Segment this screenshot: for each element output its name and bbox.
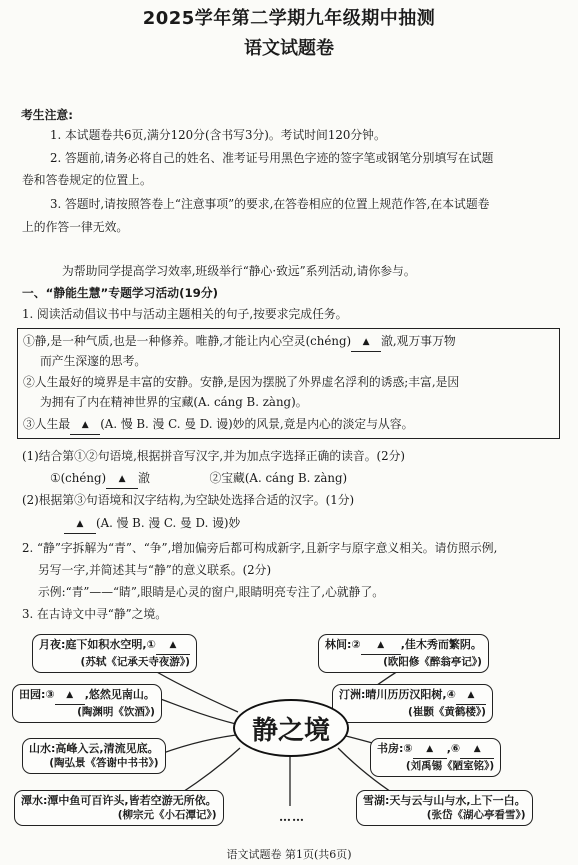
card-mid: ,⑥ [446, 742, 461, 755]
mindmap-card-pool [14, 790, 224, 826]
subquestion-1: (1)结合第①②句语境,根据拼音写汉字,并为加点字选择正确的读音。(2分) [22, 449, 406, 463]
card-label: 月夜: [39, 638, 66, 651]
sub1-pinyin-label: ①(chéng) [50, 471, 107, 485]
notice-item-3b: 上的作答一律无效。 [22, 220, 129, 234]
card-blank [413, 741, 447, 759]
mindmap-card-landscape [22, 738, 166, 774]
card-blank [460, 741, 494, 759]
notice-item-3a: 3. 答题时,请按照答卷上“注意事项”的要求,在答卷相应的位置上规范作答,在本试题卷 [50, 197, 490, 211]
card-text: ③ [45, 688, 55, 701]
card-source: (崔颢《黄鹤楼》) [408, 706, 486, 718]
exam-subtitle: 语文试题卷 [244, 38, 334, 59]
blank-marker-icon: ▲ [81, 420, 89, 430]
card-tail: ,悠然见南山。 [84, 688, 155, 701]
subquestion-2: (2)根据第③句语境和汉字结构,为空缺处选择合适的汉字。(1分) [22, 493, 355, 507]
mindmap-card-snow-lake [356, 790, 533, 826]
sub1-char: 澈 [138, 471, 150, 485]
mindmap-card-study [370, 738, 501, 777]
card-label: 潭水: [21, 794, 48, 807]
card-label: 林间: [325, 638, 352, 651]
card-blank [361, 637, 401, 655]
question-1: 1. 阅读活动倡议书中与活动主题相关的句子,按要求完成任务。 [22, 307, 348, 321]
blank-marker-icon: ▲ [169, 640, 177, 650]
blank-marker-icon: ▲ [362, 337, 370, 347]
blank-marker-icon: ▲ [473, 744, 481, 754]
notice-item-2a: 2. 答题前,请务必将自己的姓名、准考证号用黑色字迹的签字笔或钢笔分别填写在试题 [50, 151, 494, 165]
question-2-line-1: 2. “静”字拆解为“青”、“争”,增加偏旁后都可构成新字,且新字与原字意义相关。请仿照示例, [22, 541, 498, 555]
card-text: ⑤ [403, 742, 413, 755]
mindmap-card-moon-night [32, 634, 197, 673]
card-blank [55, 687, 85, 705]
card-text: 晴川历历汉阳树,④ [365, 688, 456, 701]
card-label: 汀洲: [339, 688, 366, 701]
blank-marker-icon: ▲ [426, 744, 434, 754]
activity-intro: 为帮助同学提高学习效率,班级举行“静心·致远”系列活动,请你参与。 [62, 264, 416, 278]
question-2-line-2: 另写一字,并简述其与“静”的意义联系。(2分) [38, 563, 272, 577]
card-label: 雪湖: [363, 794, 390, 807]
mindmap-center: 静之境 [233, 699, 349, 757]
card-source: (刘禹锡《陋室铭》) [405, 760, 495, 772]
passage-line-1b: 澈,观万事万物 [381, 334, 456, 348]
mindmap-card-countryside [12, 684, 162, 723]
notice-item-1: 1. 本试题卷共6页,满分120分(含书写3分)。考试时间120分钟。 [50, 128, 386, 142]
blank-marker-icon: ▲ [377, 640, 385, 650]
passage-line-5b: (A. 慢 B. 漫 C. 曼 D. 谩)妙的风景,竟是内心的淡定与从容。 [100, 417, 414, 431]
card-label: 山水: [29, 742, 56, 755]
card-source: (陶渊明《饮酒》) [77, 706, 155, 718]
passage-line-5a: ③人生最 [23, 417, 71, 431]
section1-title: 一、“静能生慧”专题学习活动(19分) [22, 286, 219, 300]
card-label: 书房: [377, 742, 404, 755]
mindmap-card-sandbar [332, 684, 493, 723]
card-source: (陶弘景《答谢中书书》) [49, 757, 159, 769]
blank-marker-icon: ▲ [467, 690, 475, 700]
card-text: 庭下如积水空明,① [65, 638, 156, 651]
card-blank [156, 637, 190, 655]
passage-line-4: 为拥有了内在精神世界的宝藏(A. cáng B. zàng)。 [40, 395, 308, 409]
sub2-options: (A. 慢 B. 漫 C. 曼 D. 谩)妙 [96, 516, 241, 530]
page-footer: 语文试题卷 第1页(共6页) [226, 848, 352, 861]
card-source: (苏轼《记承天寺夜游》) [80, 656, 190, 668]
card-tail: ,佳木秀而繁阴。 [400, 638, 482, 651]
exam-title: 2025学年第二学期九年级期中抽测 [142, 8, 436, 29]
card-source: (张岱《湖心亭看雪》) [426, 809, 526, 821]
notice-heading: 考生注意: [21, 108, 73, 122]
mindmap-card-forest [318, 634, 489, 673]
question-3: 3. 在古诗文中寻“静”之境。 [22, 607, 168, 621]
question-2-example: 示例:“青”——“睛”,眼睛是心灵的窗户,眼睛明亮专注了,心就静了。 [38, 585, 385, 599]
card-blank [456, 687, 486, 705]
mindmap-ellipsis: …… [279, 810, 305, 824]
card-text: ② [351, 638, 361, 651]
passage-line-1a: ①静,是一种气质,也是一种修养。唯静,才能让内心空灵(chéng) [23, 334, 352, 348]
card-text: 高峰入云,清流见底。 [55, 742, 159, 755]
sub1-choice: ②宝藏(A. cáng B. zàng) [209, 471, 348, 485]
card-text: 天与云与山与水,上下一白。 [389, 794, 526, 807]
passage-line-2: 而产生深邃的思考。 [40, 354, 147, 368]
notice-item-2b: 卷和答卷规定的位置上。 [22, 173, 152, 187]
card-source: (欧阳修《醉翁亭记》) [383, 656, 482, 668]
passage-line-3: ②人生最好的境界是丰富的安静。安静,是因为摆脱了外界虚名浮利的诱惑;丰富,是因 [23, 375, 460, 389]
blank-marker-icon: ▲ [66, 690, 74, 700]
card-source: (柳宗元《小石潭记》) [117, 809, 217, 821]
card-label: 田园: [19, 688, 46, 701]
blank-marker-icon: ▲ [118, 474, 126, 484]
blank-marker-icon: ▲ [76, 519, 84, 529]
card-text: 潭中鱼可百许头,皆若空游无所依。 [47, 794, 217, 807]
